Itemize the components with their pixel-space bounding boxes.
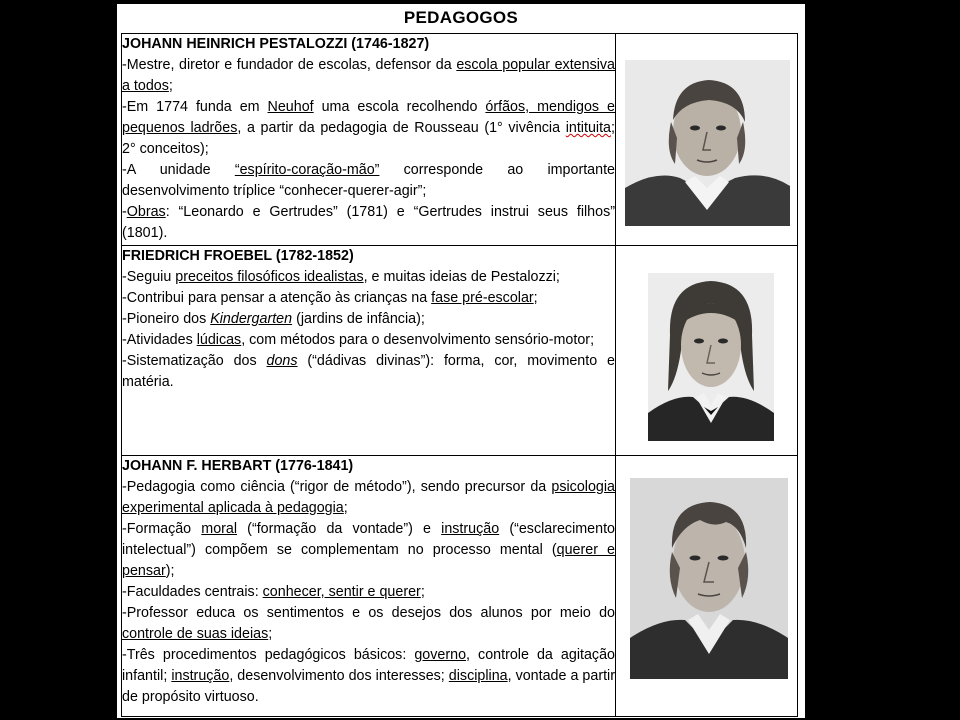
pedagogue-text-cell bbox=[122, 456, 616, 717]
item-text: -Três procedimentos pedagógicos básicos: bbox=[122, 647, 415, 663]
pedagogue-item bbox=[122, 477, 615, 519]
pedagogue-item bbox=[122, 288, 615, 309]
item-text: ; bbox=[168, 78, 173, 94]
pedagogue-name: JOHANN HEINRICH PESTALOZZI (1746-1827) bbox=[122, 36, 430, 52]
item-text: -Pedagogia como ciência (“rigor de método”), sendo precursor da bbox=[122, 479, 552, 495]
item-text: uma escola recolhendo bbox=[313, 99, 486, 115]
item-text: ; bbox=[533, 290, 538, 306]
pedagogue-items bbox=[122, 267, 615, 393]
pedagogue-item bbox=[122, 519, 615, 582]
pedagogue-item bbox=[122, 645, 615, 708]
portrait-cell bbox=[616, 456, 798, 717]
portrait-cell bbox=[616, 246, 798, 456]
item-text: ; bbox=[268, 626, 273, 642]
table-row bbox=[122, 456, 798, 717]
item-text: -Em 1774 funda em bbox=[122, 99, 268, 115]
item-text: (jardins de infância); bbox=[292, 311, 425, 327]
pedagogue-item bbox=[122, 97, 615, 160]
pedagogue-item bbox=[122, 160, 615, 202]
item-text: Kindergarten bbox=[210, 311, 293, 327]
item-text: : “Leonardo e Gertrudes” (1781) e “Gertrudes instrui seus filhos” (1801). bbox=[122, 204, 615, 241]
portrait-cell bbox=[616, 34, 798, 246]
item-text: dons bbox=[266, 353, 298, 369]
pedagogue-item bbox=[122, 309, 615, 330]
item-text: órfãos, mendigos e pequenos ladrões bbox=[122, 99, 615, 136]
item-text: instrução bbox=[441, 521, 500, 537]
item-text: , desenvolvimento dos interesses; bbox=[229, 668, 449, 684]
item-text: - bbox=[122, 204, 127, 220]
table-row bbox=[122, 34, 798, 246]
item-text: -Atividades bbox=[122, 332, 197, 348]
item-text: , com métodos para o desenvolvimento sensório-motor; bbox=[241, 332, 595, 348]
item-text: , e muitas ideias de Pestalozzi; bbox=[363, 269, 560, 285]
item-text: -Faculdades centrais: bbox=[122, 584, 263, 600]
pedagogue-item bbox=[122, 267, 615, 288]
table-row bbox=[122, 246, 798, 456]
item-text: governo bbox=[414, 647, 467, 663]
item-text: ; 2° conceitos); bbox=[122, 120, 615, 157]
item-text: fase pré-escolar bbox=[431, 290, 534, 306]
pedagogue-item bbox=[122, 603, 615, 645]
item-text: moral bbox=[201, 521, 238, 537]
item-text: escola popular extensiva a todos bbox=[122, 57, 615, 94]
item-text: (“dádivas divinas”): forma, cor, movimento e matéria. bbox=[122, 353, 615, 390]
item-text: -Contribui para pensar a atenção às crianças na bbox=[122, 290, 432, 306]
pedagogue-items bbox=[122, 477, 615, 708]
item-text: preceitos filosóficos idealistas bbox=[175, 269, 364, 285]
item-text: -Mestre, diretor e fundador de escolas, defensor da bbox=[122, 57, 457, 73]
item-text: conhecer, sentir e querer bbox=[262, 584, 421, 600]
pedagogue-items bbox=[122, 55, 615, 244]
slide bbox=[117, 4, 805, 718]
pedagogues-table bbox=[121, 33, 798, 717]
pedagogue-name: FRIEDRICH FROEBEL (1782-1852) bbox=[122, 248, 354, 264]
pedagogue-name: JOHANN F. HERBART (1776-1841) bbox=[122, 458, 354, 474]
item-text: “espírito-coração-mão” bbox=[234, 162, 380, 178]
item-text: psicologia experimental aplicada à pedagogia bbox=[122, 479, 615, 516]
pedagogue-item bbox=[122, 330, 615, 351]
item-text: (“esclarecimento intelectual”) compõem se complementam no processo mental ( bbox=[122, 521, 615, 558]
item-text: , vontade a partir de propósito virtuoso. bbox=[122, 668, 615, 705]
item-text: ; bbox=[343, 500, 348, 516]
item-text: -Pioneiro dos bbox=[122, 311, 211, 327]
pedagogue-text-cell bbox=[122, 246, 616, 456]
pedagogue-text-cell bbox=[122, 34, 616, 246]
pedagogue-item bbox=[122, 582, 615, 603]
item-text: -Professor educa os sentimentos e os desejos dos alunos por meio do bbox=[122, 605, 615, 621]
item-text: -Formação bbox=[122, 521, 202, 537]
item-text: -Seguiu bbox=[122, 269, 176, 285]
portrait-froebel bbox=[648, 273, 774, 441]
item-text: corresponde ao importante desenvolvimento tríplice “conhecer-querer-agir”; bbox=[122, 162, 616, 199]
item-text: controle de suas ideias bbox=[122, 626, 269, 642]
item-text: Neuhof bbox=[267, 99, 314, 115]
item-text: ); bbox=[165, 563, 175, 579]
portrait-pestalozzi bbox=[625, 60, 790, 226]
item-text: , a partir da pedagogia de Rousseau (1° vivência bbox=[237, 120, 566, 136]
item-text: , controle da agitação infantil; bbox=[122, 647, 615, 684]
item-text: intituita bbox=[565, 120, 612, 136]
slide-title: PEDAGOGOS bbox=[403, 8, 519, 27]
item-text: querer e pensar bbox=[122, 542, 615, 579]
pedagogue-item bbox=[122, 55, 615, 97]
item-text: Obras bbox=[126, 204, 166, 220]
pedagogue-item bbox=[122, 202, 615, 244]
item-text: (“formação da vontade”) e bbox=[237, 521, 442, 537]
portrait-herbart bbox=[630, 478, 788, 679]
item-text: instrução bbox=[171, 668, 230, 684]
item-text: -A unidade bbox=[122, 162, 235, 178]
item-text: ; bbox=[420, 584, 425, 600]
item-text: lúdicas bbox=[196, 332, 242, 348]
item-text: -Sistematização dos bbox=[122, 353, 267, 369]
pedagogue-item bbox=[122, 351, 615, 393]
item-text: disciplina bbox=[448, 668, 508, 684]
